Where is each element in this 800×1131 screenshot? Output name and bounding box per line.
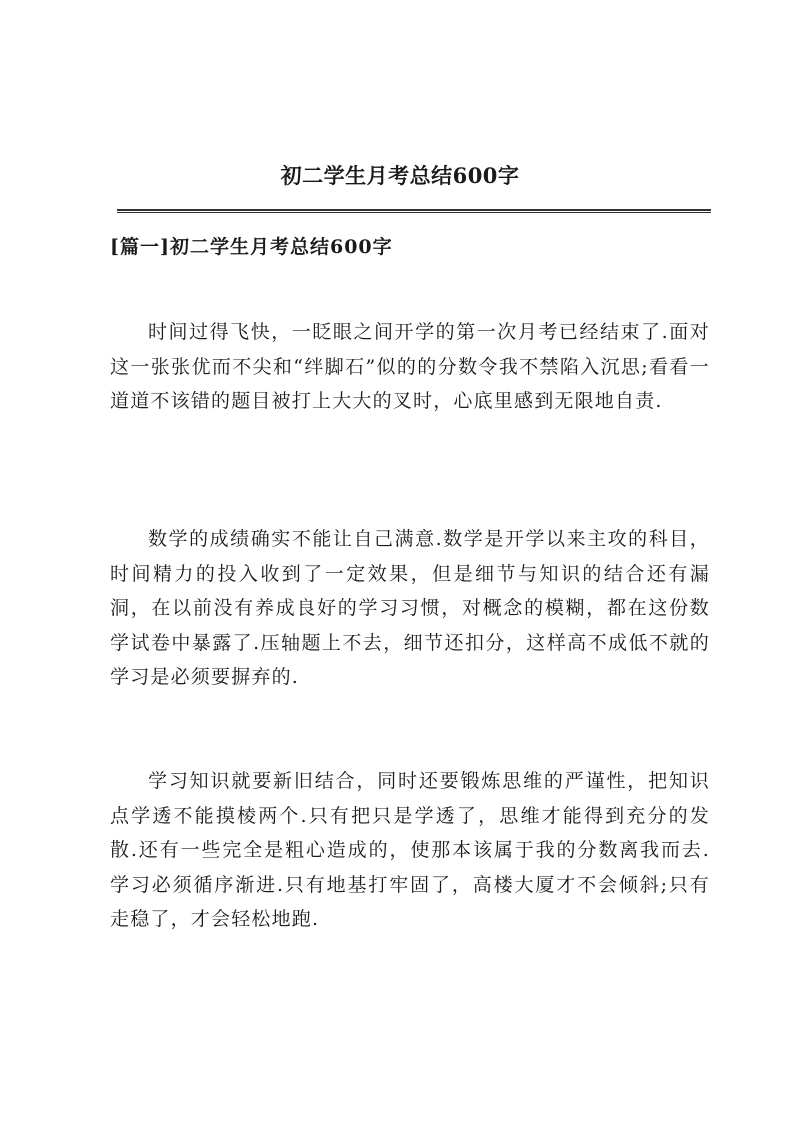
body-paragraph: 学习知识就要新旧结合，同时还要锻炼思维的严谨性，把知识点学透不能摸棱两个.只有把只是学透了，思维才能得到充分的发散.还有一些完全是粗心造成的，使那本该属于我的分数离我而去.学习必须循序渐进.只有地基打牢固了，高楼大厦才不会倾斜;只有走稳了，才会轻松地跑. <box>110 770 710 930</box>
body-paragraph: 数学的成绩确实不能让自己满意.数学是开学以来主攻的科目，时间精力的投入收到了一定效果，但是细节与知识的结合还有漏洞，在以前没有养成良好的学习习惯，对概念的模糊，都在这份数学试卷中暴露了.压轴题上不去，细节还扣分，这样高不成低不就的学习是必须要摒弃的. <box>110 528 710 688</box>
document-title: 初二学生月考总结600字 <box>280 163 520 188</box>
body-paragraph: 时间过得飞快，一眨眼之间开学的第一次月考已经结束了.面对这一张张优而不尖和“绊脚石”似的的分数令我不禁陷入沉思;看看一道道不该错的题目被打上大大的叉时，心底里感到无限地自责. <box>110 321 710 412</box>
section-heading: [篇一]初二学生月考总结600字 <box>110 236 393 258</box>
title-divider <box>117 209 711 213</box>
